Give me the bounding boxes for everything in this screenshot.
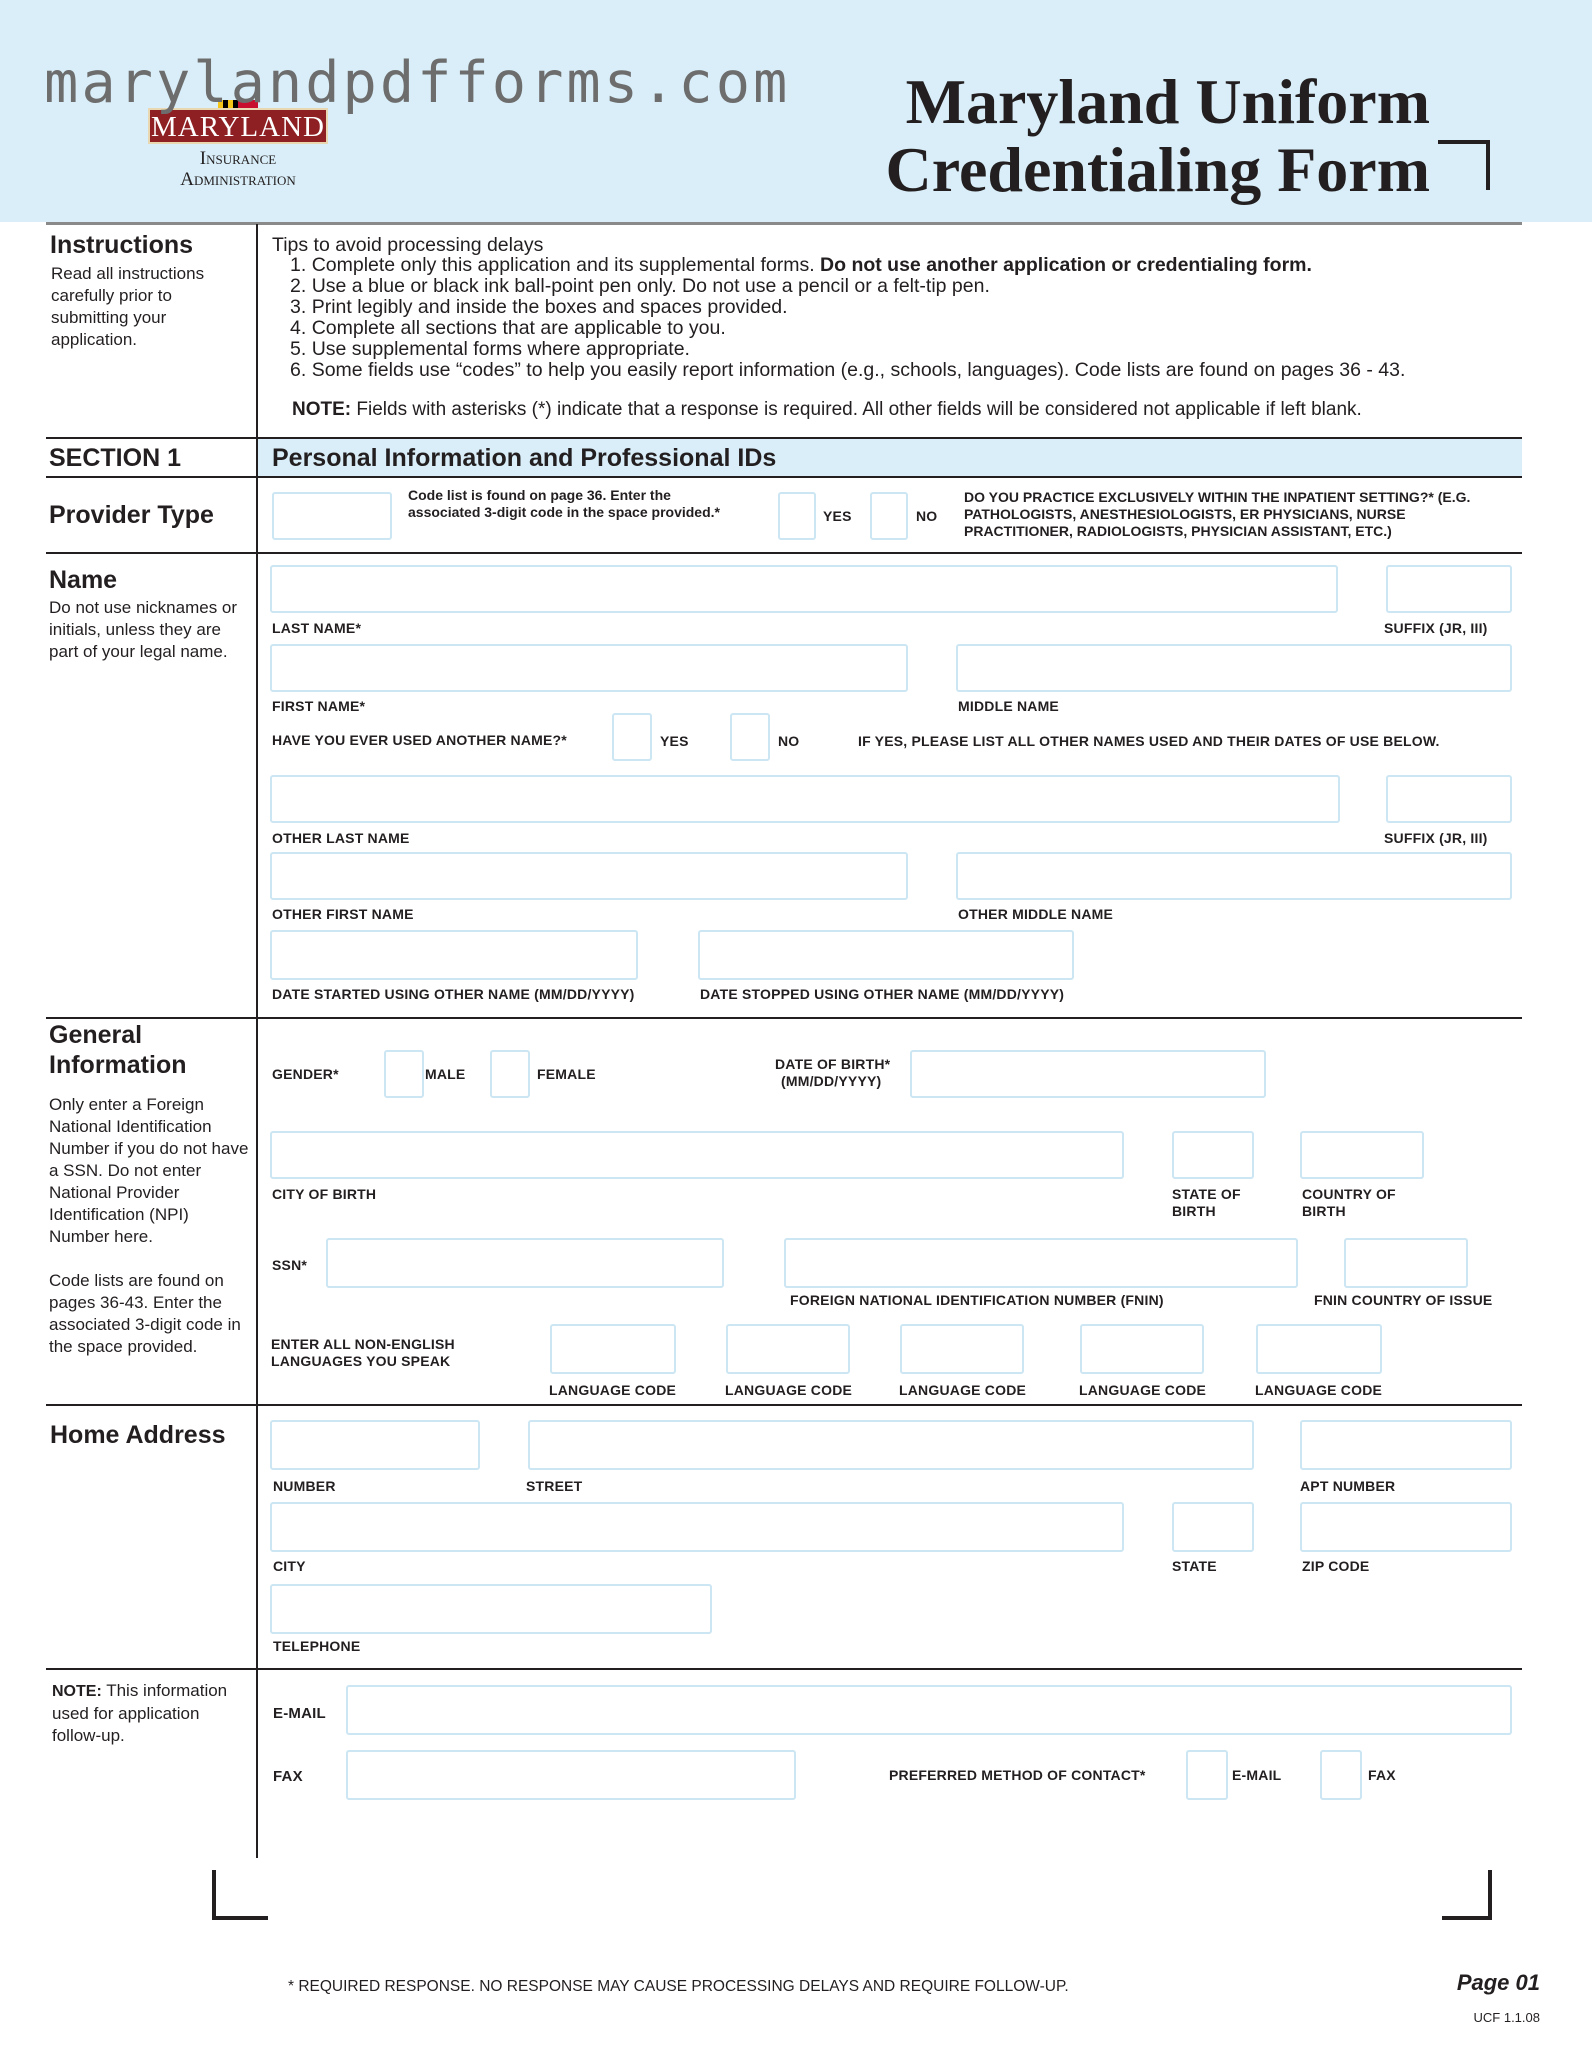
last-name-input[interactable] [270,565,1338,613]
inpatient-yes-label: YES [823,508,852,524]
dob-label [775,1056,890,1090]
tip-text: Complete only this application and its supplemental forms. [311,254,821,276]
other-name-no-checkbox[interactable] [730,713,770,761]
tip-number: 3. [290,296,307,318]
required-note [292,399,1362,421]
middle-name-input[interactable] [956,644,1512,692]
ssn-input[interactable] [326,1238,724,1288]
address-state-label: STATE [1172,1558,1217,1574]
fnin-label: FOREIGN NATIONAL IDENTIFICATION NUMBER (FNIN) [790,1292,1164,1308]
fax-label: FAX [273,1768,303,1785]
country-of-birth-label [1302,1186,1396,1220]
tip-text: Some fields use “codes” to help you easily report information (e.g., schools, languages). Code lists are found on pages 36 - 43. [311,359,1406,381]
instructions-side-text: Read all instructions carefully prior to submitting your application. [51,264,205,349]
fnin-input[interactable] [784,1238,1298,1288]
language-code-label: LANGUAGE CODE [725,1382,853,1398]
state-of-birth-label-line1: STATE OF [1172,1186,1241,1202]
languages-label-line1: ENTER ALL NON-ENGLISH [271,1336,455,1352]
fnin-country-input[interactable] [1344,1238,1468,1288]
city-of-birth-label: CITY OF BIRTH [272,1186,377,1202]
preferred-contact-label: PREFERRED METHOD OF CONTACT* [889,1767,1146,1783]
inpatient-no-checkbox[interactable] [870,492,908,540]
name-heading: Name [49,566,118,594]
logo-subtitle-line1: Insurance [199,148,277,169]
tip-item [290,276,1520,297]
tip-number: 5. [290,338,307,360]
other-name-question: HAVE YOU EVER USED ANOTHER NAME?* [272,732,567,748]
tip-item [290,339,1520,360]
middle-name-label: MIDDLE NAME [958,698,1059,714]
address-zip-input[interactable] [1300,1502,1512,1552]
other-name-no-label: NO [778,733,800,749]
other-first-name-label: OTHER FIRST NAME [272,906,414,922]
date-stopped-label: DATE STOPPED USING OTHER NAME (MM/DD/YYYY) [700,986,1065,1002]
provider-type-bottom-rule [46,552,1522,554]
preferred-fax-label: FAX [1368,1767,1396,1783]
contact-note [52,1680,247,1747]
footer-required-note: * REQUIRED RESPONSE. NO RESPONSE MAY CAUSE PROCESSING DELAYS AND REQUIRE FOLLOW-UP. [288,1978,1069,1995]
gender-label: GENDER* [272,1066,339,1082]
gender-male-checkbox[interactable] [384,1050,424,1098]
provider-type-code-note: Code list is found on page 36. Enter the associated 3-digit code in the space provided.* [408,487,720,520]
preferred-email-label: E-MAIL [1232,1767,1282,1783]
country-of-birth-label-line2: BIRTH [1302,1203,1346,1219]
tip-text: Use supplemental forms where appropriate. [311,338,690,360]
logo-wordmark: MARYLAND [148,108,328,144]
tip-number: 6. [290,359,307,381]
tip-item [290,360,1520,381]
state-of-birth-input[interactable] [1172,1131,1254,1179]
address-apt-label: APT NUMBER [1300,1478,1396,1494]
country-of-birth-label-line1: COUNTRY OF [1302,1186,1396,1202]
languages-label [271,1336,455,1370]
tip-text: Use a blue or black ink ball-point pen only. Do not use a pencil or a felt-tip pen. [311,275,990,297]
address-city-input[interactable] [270,1502,1124,1552]
dob-input[interactable] [910,1050,1266,1098]
tip-item [290,297,1520,318]
instructions-heading: Instructions [50,231,194,259]
language-code-label: LANGUAGE CODE [1255,1382,1383,1398]
address-street-label: STREET [526,1478,583,1494]
dob-label-line1: DATE OF BIRTH* [775,1056,891,1072]
provider-type-code-input[interactable] [272,492,392,540]
general-side-text-codes: Code lists are found on pages 36-43. Enter the associated 3-digit code in the space provided. [49,1271,241,1356]
preferred-fax-checkbox[interactable] [1320,1750,1362,1800]
logo-subtitle [138,148,338,190]
language-code-input-2[interactable] [726,1324,850,1374]
general-side-text-fnin: Only enter a Foreign National Identification Number if you do not have a SSN. Do not enter National Provider Identification (NPI) Number here. [49,1095,249,1246]
home-address-heading: Home Address [50,1421,226,1449]
address-bottom-rule [46,1668,1522,1670]
address-street-input[interactable] [528,1420,1254,1470]
other-suffix-input[interactable] [1386,775,1512,823]
top-rule [46,222,1522,225]
date-stopped-input[interactable] [698,930,1074,980]
tip-text: Complete all sections that are applicable to you. [311,317,726,339]
address-number-input[interactable] [270,1420,480,1470]
address-state-input[interactable] [1172,1502,1254,1552]
tip-item [290,318,1520,339]
suffix-label: SUFFIX (JR, III) [1384,620,1488,636]
corner-mark-bottom-right [1442,1870,1492,1920]
date-started-label: DATE STARTED USING OTHER NAME (MM/DD/YYYY) [272,986,635,1002]
tip-number: 4. [290,317,307,339]
page-number: Page 01 [1456,1970,1540,1995]
date-started-input[interactable] [270,930,638,980]
country-of-birth-input[interactable] [1300,1131,1424,1179]
inpatient-question: DO YOU PRACTICE EXCLUSIVELY WITHIN THE INPATIENT SETTING?* (E.G. PATHOLOGISTS, ANESTHESIOLOGISTS, ER PHYSICIANS, NURSE PRACTITIONER, RADIOLOGISTS, PHYSICIAN ASSISTANT, ETC.) [964,489,1471,539]
section-title: Personal Information and Professional IDs [272,444,777,472]
other-last-name-label: OTHER LAST NAME [272,830,410,846]
address-city-label: CITY [273,1558,306,1574]
language-code-input-5[interactable] [1256,1324,1382,1374]
city-of-birth-input[interactable] [270,1131,1124,1179]
watermark: marylandpdfforms.com [44,50,791,116]
other-name-yes-label: YES [660,733,689,749]
language-code-input-1[interactable] [550,1324,676,1374]
other-middle-name-input[interactable] [956,852,1512,900]
form-title [870,68,1430,204]
suffix-input[interactable] [1386,565,1512,613]
language-code-label: LANGUAGE CODE [549,1382,677,1398]
address-number-label: NUMBER [273,1478,336,1494]
other-name-yes-checkbox[interactable] [612,713,652,761]
general-heading-line2: Information [49,1051,187,1079]
state-of-birth-label-line2: BIRTH [1172,1203,1216,1219]
gender-female-checkbox[interactable] [490,1050,530,1098]
other-suffix-label: SUFFIX (JR, III) [1384,830,1488,846]
language-code-label: LANGUAGE CODE [1079,1382,1207,1398]
other-last-name-input[interactable] [270,775,1340,823]
last-name-label: LAST NAME* [272,620,362,636]
tips-list [290,255,1520,381]
gender-male-label: MALE [425,1066,466,1082]
fnin-country-label: FNIN COUNTRY OF ISSUE [1314,1292,1493,1308]
form-title-line1: Maryland Uniform [905,66,1430,137]
required-note-text: Fields with asterisks (*) indicate that a response is required. All other fields will be considered not applicable if left blank. [351,399,1362,420]
fax-input[interactable] [346,1750,796,1800]
section-bottom-rule [46,476,1522,478]
form-title-line2: Credentialing Form [885,134,1430,205]
email-input[interactable] [346,1685,1512,1735]
contact-note-label: NOTE: [52,1683,102,1700]
tip-bold-text: Do not use another application or credentialing form. [820,254,1312,276]
language-code-input-4[interactable] [1080,1324,1204,1374]
preferred-email-checkbox[interactable] [1186,1750,1228,1800]
name-bottom-rule [46,1017,1522,1019]
ssn-label: SSN* [272,1257,308,1273]
section-label: SECTION 1 [49,444,181,472]
tip-number: 1. [290,254,307,276]
name-side-text: Do not use nicknames or initials, unless they are part of your legal name. [49,598,238,661]
form-version: UCF 1.1.08 [1473,2010,1540,2025]
tips-heading: Tips to avoid processing delays [272,234,544,256]
logo-subtitle-line2: Administration [180,169,296,190]
general-heading [49,1020,187,1080]
first-name-label: FIRST NAME* [272,698,366,714]
contact-note-text: This information used for application follow-up. [52,1681,228,1745]
email-label: E-MAIL [273,1705,326,1722]
gender-female-label: FEMALE [537,1066,596,1082]
inpatient-no-label: NO [916,508,938,524]
languages-label-line2: LANGUAGES YOU SPEAK [271,1353,451,1369]
language-code-label: LANGUAGE CODE [899,1382,1027,1398]
other-middle-name-label: OTHER MIDDLE NAME [958,906,1114,922]
inpatient-yes-checkbox[interactable] [778,492,816,540]
general-heading-line1: General [49,1021,143,1049]
corner-mark-top-right [1438,140,1490,190]
other-names-note: IF YES, PLEASE LIST ALL OTHER NAMES USED AND THEIR DATES OF USE BELOW. [858,733,1440,749]
telephone-input[interactable] [270,1584,712,1634]
general-bottom-rule [46,1404,1522,1406]
required-note-label: NOTE: [292,399,352,420]
tip-item [290,255,1520,276]
state-of-birth-label [1172,1186,1241,1220]
tip-text: Print legibly and inside the boxes and spaces provided. [311,296,788,318]
first-name-input[interactable] [270,644,908,692]
address-apt-input[interactable] [1300,1420,1512,1470]
tip-number: 2. [290,275,307,297]
corner-mark-bottom-left [212,1870,268,1920]
provider-type-heading: Provider Type [49,501,214,529]
language-code-input-3[interactable] [900,1324,1024,1374]
telephone-label: TELEPHONE [273,1638,361,1654]
address-zip-label: ZIP CODE [1302,1558,1370,1574]
other-first-name-input[interactable] [270,852,908,900]
dob-label-line2: (MM/DD/YYYY) [781,1073,882,1089]
